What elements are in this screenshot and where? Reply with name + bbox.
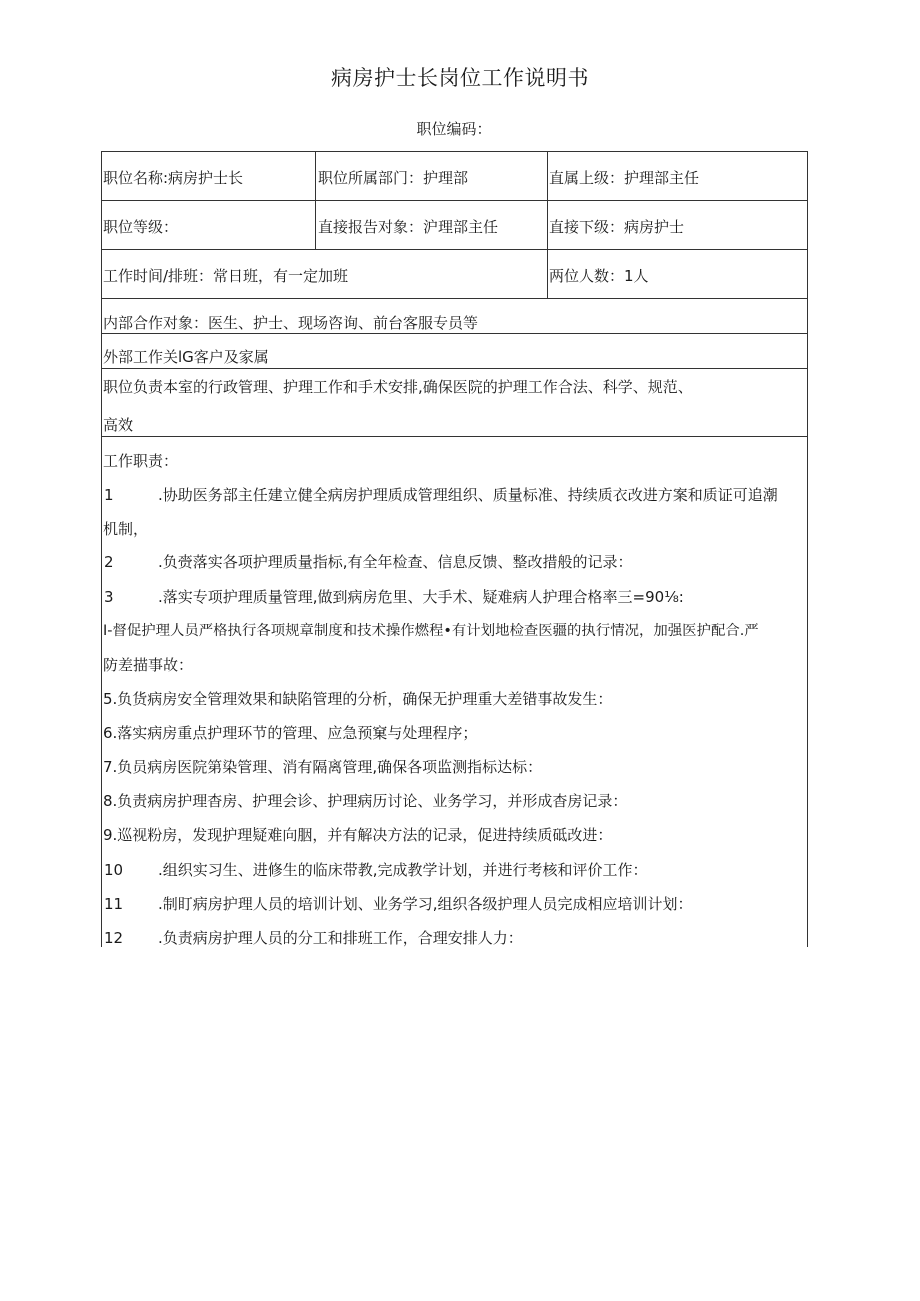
external-relations-cell: 外部工作关lG客户及家属 <box>103 348 269 366</box>
duty-item-10: .组织实习生、进修生的临床带教,完成教学计划，并进行考核和评价工作： <box>158 861 648 879</box>
duty-number: 2 <box>104 553 114 571</box>
work-schedule-cell: 工作时间/排班：常日班，有一定加班 <box>103 267 349 285</box>
internal-cooperation-cell: 内部合作对象：医生、护士、现场咨询、前台客服专员等 <box>103 314 479 332</box>
duty-item-2: .负赍落实各项护理质量指标,有全年检查、信息反馈、整改措般的记录： <box>158 553 633 571</box>
duty-item-7: 7.负员病房医院第染管理、消有隔离管理,确保各项监测指标达标： <box>103 758 543 776</box>
duty-number: 11 <box>104 895 124 913</box>
position-code-label: 职位编码： <box>416 120 492 138</box>
headcount-cell: 两位人数：1人 <box>549 267 649 285</box>
duty-item-11: .制盯病房护理人员的培训计划、业务学习,组织各级护理人员完成相应培训计划： <box>158 895 693 913</box>
column-divider <box>547 152 548 298</box>
duties-heading: 工作职责： <box>103 452 179 470</box>
row-divider <box>102 200 807 201</box>
duty-item-1-continued: 机制， <box>103 520 149 538</box>
duty-number: 10 <box>104 861 124 879</box>
duty-item-12: .负责病房护理人员的分工和排班工作，合理安排人力： <box>158 929 523 947</box>
report-to-cell: 直接报告对象：沪理部主任 <box>318 218 499 236</box>
document-title: 病房护士长岗位工作说明书 <box>331 66 589 90</box>
duty-item-4: I-督促护理人员严格执行各项规章制度和技术操作燃程•有计划地检查医疆的执行情况，加强医护配合.严 <box>103 623 759 639</box>
duty-number: 3 <box>104 588 114 606</box>
column-divider <box>315 152 316 249</box>
department-cell: 职位所属部门：护理部 <box>318 169 469 187</box>
position-summary-line-1: 职位负责本室的行政管理、护理工作和手术安排,确保医院的护理工作合法、科学、规范、 <box>103 378 693 396</box>
duty-item-5: 5.负货病房安全管理效果和缺陷管理的分析，确保无护理重大差错事故发生： <box>103 690 613 708</box>
row-divider <box>102 368 807 369</box>
row-divider <box>102 298 807 299</box>
duty-item-6: 6.落实病房重点护理环节的管理、应急预窠与处理程序； <box>103 724 478 742</box>
duty-number: 1 <box>104 486 114 504</box>
duty-item-3: .落实专项护理质量管理,做到病房危里、大手术、疑难病人护理合格率三=90⅛: <box>158 588 684 606</box>
duty-item-1: .协助医务部主任建立健全病房护理质成管理组织、质量标准、持续质衣改进方案和质证可追潮 <box>158 486 778 504</box>
position-summary-line-2: 高效 <box>103 416 134 434</box>
duty-item-8: 8.负责病房护理杳房、护理会诊、护理病历讨论、业务学习，并形成杳房记录： <box>103 792 628 810</box>
row-divider <box>102 249 807 250</box>
direct-subordinate-cell: 直接下级：病房护士 <box>549 218 685 236</box>
row-divider <box>102 333 807 334</box>
job-description-table <box>101 151 808 947</box>
duty-item-9: 9.巡视粉房，发现护理疑难向胭，并有解决方法的记录，促进持续质砥改进： <box>103 826 613 844</box>
direct-superior-cell: 直属上级：护理部主任 <box>549 169 700 187</box>
position-grade-cell: 职位等级： <box>103 218 179 236</box>
position-name-cell: 职位名称:病房护士长 <box>103 169 244 187</box>
duty-number: 12 <box>104 929 124 947</box>
row-divider <box>102 436 807 437</box>
duty-item-4-continued: 防差描事故： <box>103 656 194 674</box>
